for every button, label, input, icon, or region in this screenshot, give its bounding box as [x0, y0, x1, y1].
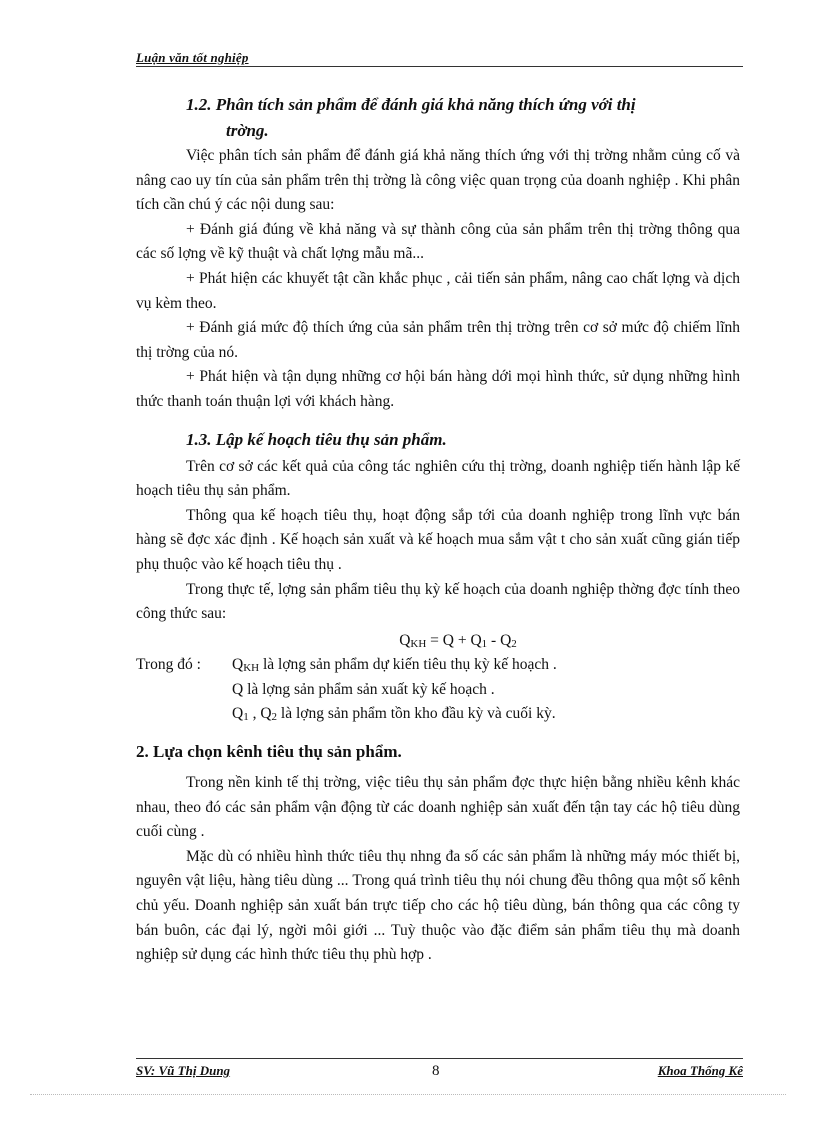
section-1-2-heading: [186, 92, 740, 144]
section-1-2-item-1: + Đánh giá đúng về khả năng và sự thành công của sản phẩm trên thị trờng thông qua các số lợng về kỹ thuật và chất lợng mẫu mã...: [136, 220, 740, 263]
section-1-2-heading-line2: trờng.: [226, 121, 269, 140]
section-2-paragraph-1: Trong nền kinh tế thị trờng, việc tiêu thụ sản phẩm đợc thực hiện bằng nhiều kênh khác nhau, theo đó các sản phẩm vận động từ các doanh nghiệp sản xuất đến tận tay các hộ tiêu dùng cuối cùng .: [136, 774, 740, 841]
section-1-3-paragraph-1: Trên cơ sở các kết quả của công tác nghiên cứu thị trờng, doanh nghiệp tiến hành lập kế hoạch tiêu thụ sản phẩm.: [136, 457, 740, 500]
page-content: [136, 92, 740, 968]
definition-label: Trong đó :: [136, 656, 201, 674]
section-1-2-item-3: + Đánh giá mức độ thích ứng của sản phẩm trên thị trờng trên cơ sở mức độ chiếm lĩnh thị trờng của nó.: [136, 319, 740, 361]
section-1-2-heading-line1: 1.2. Phân tích sản phẩm để đánh giá khả năng thích ứng với thị: [186, 95, 636, 114]
page-bottom-divider: [30, 1094, 786, 1095]
section-1-2-intro: Việc phân tích sản phẩm để đánh giá khả năng thích ứng với thị trờng nhằm củng cố và nâng cao uy tín của sản phẩm trên thị trờng là công việc quan trọng của doanh nghiệp . Khi phân tích cần chú ý các nội dung sau:: [136, 147, 740, 214]
section-1-3-heading: 1.3. Lập kế hoạch tiêu thụ sản phẩm.: [186, 429, 447, 449]
header-title: Luận văn tốt nghiệp: [136, 50, 249, 65]
definition-row-1: Trong đó : $Q_{KH}$ là lợng sản phẩm dự kiến tiêu thụ kỳ kế hoạch .: [136, 653, 740, 678]
definition-row-2: Q là lợng sản phẩm sản xuất kỳ kế hoạch .: [232, 680, 495, 698]
page-header: [136, 48, 743, 67]
footer-author: SV: Vũ Thị Dung: [136, 1063, 231, 1078]
section-1-2-item-4: + Phát hiện và tận dụng những cơ hội bán hàng dới mọi hình thức, sử dụng những hình thức thanh toán thuận lợi với khách hàng.: [136, 368, 740, 410]
section-1-3-paragraph-2: Thông qua kế hoạch tiêu thụ, hoạt động sắp tới của doanh nghiệp trong lĩnh vực bán hàng sẽ đợc xác định . Kế hoạch sản xuất và kế hoạch mua sắm vật t cho sản xuất cũng gián tiếp phụ thuộc vào kế hoạch tiêu thụ .: [136, 506, 740, 573]
footer-department: Khoa Thống Kê: [657, 1063, 743, 1078]
page-footer: [136, 1058, 743, 1083]
definition-row-3: $Q_1$ , $Q_2$ là lợng sản phẩm tồn kho đầu kỳ và cuối kỳ.: [232, 705, 556, 724]
section-2-heading: 2. Lựa chọn kênh tiêu thụ sản phẩm.: [136, 742, 402, 762]
formula: $Q_{KH} = Q + Q_1 - Q_2$: [399, 631, 517, 650]
section-2-paragraph-2: Mặc dù có nhiều hình thức tiêu thụ nhng đa số các sản phẩm là những máy móc thiết bị, nguyên vật liệu, hàng tiêu dùng ... Trong quá trình tiêu thụ nói chung đều thông qua một số kênh chủ yếu. Doanh nghiệp sản xuất bán trực tiếp cho các hộ tiêu dùng, bán thông qua các công ty bán buôn, các đại lý, ngời môi giới ... Tuỳ thuộc vào đặc điểm sản phẩm tiêu thụ mà doanh nghiệp sử dụng các hình thức tiêu thụ phù hợp .: [136, 847, 740, 964]
page-number: 8: [432, 1063, 440, 1079]
section-1-3-paragraph-3: Trong thực tế, lợng sản phẩm tiêu thụ kỳ kế hoạch của doanh nghiệp thờng đợc tính theo công thức sau:: [136, 580, 740, 623]
section-1-2-item-2: + Phát hiện các khuyết tật cần khắc phục , cải tiến sản phẩm, nâng cao chất lợng và dịch vụ kèm theo.: [136, 269, 740, 312]
